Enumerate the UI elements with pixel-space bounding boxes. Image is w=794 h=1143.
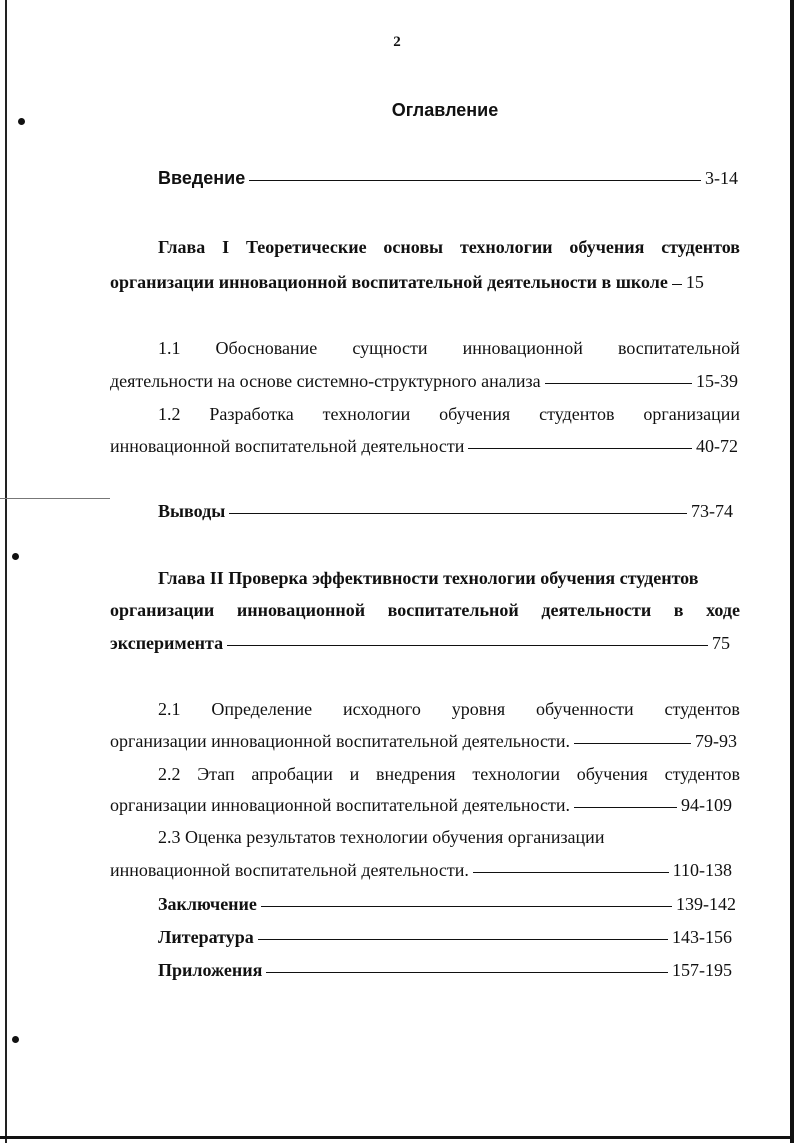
word: обучения <box>569 237 645 257</box>
leader-line <box>227 645 708 646</box>
word: технологии <box>459 237 553 257</box>
section-2-3-line2 <box>110 858 732 882</box>
word: сущности <box>352 338 428 358</box>
section-1-2-line1 <box>158 402 740 426</box>
word: воспитательной <box>387 600 519 620</box>
word: 2.1 <box>158 699 181 719</box>
chapter2-line1: Глава II Проверка эффективности технологии обучения студентов <box>158 568 699 588</box>
entry-label: Выводы <box>158 501 226 521</box>
leader-line <box>672 284 682 285</box>
section-2-2-line2 <box>110 793 732 817</box>
page-number: 2 <box>393 34 401 50</box>
word: основы <box>383 237 444 257</box>
entry-label: Введение <box>158 168 246 188</box>
leader-line <box>229 513 687 514</box>
word: деятельности <box>541 600 652 620</box>
leader-line <box>545 383 692 384</box>
chapter1-title-end: организации инновационной воспитательной деятельности в школе <box>110 272 668 292</box>
section-2-1-line1 <box>158 697 740 721</box>
entry-label: организации инновационной воспитательной деятельности. <box>110 795 570 815</box>
word: обучения <box>576 764 648 784</box>
entry-label: организации инновационной воспитательной деятельности. <box>110 731 570 751</box>
word: организации <box>110 600 215 620</box>
word: I <box>222 237 230 257</box>
section-1-2-line2 <box>110 434 738 458</box>
word: исходного <box>342 699 421 719</box>
entry-label: Приложения <box>158 960 263 980</box>
word: инновационной <box>236 600 366 620</box>
leader-line <box>261 906 672 907</box>
chapter1-line2 <box>110 270 738 294</box>
toc-entry-summary <box>158 892 736 916</box>
leader-line <box>473 872 669 873</box>
word: Разработка <box>209 404 294 424</box>
word: студентов <box>539 404 615 424</box>
section-1-1-line2 <box>110 369 738 393</box>
word: апробации <box>251 764 333 784</box>
toc-entry-intro <box>158 166 738 190</box>
word: в <box>673 600 684 620</box>
leader-line <box>249 180 701 181</box>
toc-entry-conclusions <box>158 499 733 523</box>
leader-line <box>468 448 692 449</box>
section-2-2-line1 <box>158 762 740 786</box>
entry-label: Литература <box>158 927 254 947</box>
word: 2.2 <box>158 764 181 784</box>
leader-line <box>258 939 668 940</box>
entry-pages: 139-142 <box>676 894 736 914</box>
entry-pages: 157-195 <box>672 960 732 980</box>
entry-pages: 110-138 <box>672 860 732 880</box>
word: Теоретические <box>245 237 367 257</box>
toc-title: Оглавление <box>391 100 499 120</box>
toc-entry-appendices <box>158 958 732 982</box>
word: организации <box>643 404 740 424</box>
chapter2-line2 <box>110 598 740 622</box>
leader-line <box>574 743 691 744</box>
entry-label: эксперимента <box>110 633 224 653</box>
entry-pages: 79-93 <box>695 731 737 751</box>
entry-label: инновационной воспитательной деятельности. <box>110 860 469 880</box>
word: и <box>349 764 360 784</box>
word: 1.1 <box>158 338 181 358</box>
word: обученности <box>535 699 634 719</box>
word: уровня <box>451 699 506 719</box>
word: Этап <box>197 764 235 784</box>
word: внедрения <box>376 764 456 784</box>
word: студентов <box>661 237 740 257</box>
scan-line-mark <box>0 498 110 499</box>
word: Глава <box>158 237 206 257</box>
entry-pages: 40-72 <box>696 436 738 456</box>
chapter2-line3 <box>110 631 730 655</box>
entry-label: Заключение <box>158 894 257 914</box>
entry-pages: 94-109 <box>681 795 732 815</box>
toc-entry-literature <box>158 925 732 949</box>
scan-dot-icon <box>12 1036 19 1043</box>
word: Определение <box>211 699 313 719</box>
word: 1.2 <box>158 404 181 424</box>
entry-pages: 73-74 <box>691 501 733 521</box>
word: обучения <box>439 404 511 424</box>
section-1-1-line1 <box>158 336 740 360</box>
scan-border-right <box>790 0 794 1143</box>
word: технологии <box>472 764 560 784</box>
scan-border-bottom <box>0 1136 794 1139</box>
word: студентов <box>664 764 740 784</box>
entry-pages: 15-39 <box>696 371 738 391</box>
word: ходе <box>706 600 740 620</box>
scan-dot-icon <box>12 553 19 560</box>
entry-pages: 143-156 <box>672 927 732 947</box>
word: воспитательной <box>617 338 740 358</box>
chapter1-line1 <box>158 235 740 259</box>
entry-pages: 3-14 <box>705 168 738 188</box>
word: студентов <box>664 699 740 719</box>
word: инновационной <box>462 338 583 358</box>
entry-label: деятельности на основе системно-структурного анализа <box>110 371 541 391</box>
leader-line <box>266 972 668 973</box>
section-2-1-line2 <box>110 729 737 753</box>
word: технологии <box>322 404 411 424</box>
entry-pages: 75 <box>712 633 730 653</box>
scan-border-left <box>5 0 7 1143</box>
entry-label: инновационной воспитательной деятельности <box>110 436 465 456</box>
leader-line <box>574 807 677 808</box>
section-2-3-line1: 2.3 Оценка результатов технологии обучения организации <box>158 827 605 847</box>
entry-pages: 15 <box>685 272 704 292</box>
word: Обоснование <box>215 338 318 358</box>
